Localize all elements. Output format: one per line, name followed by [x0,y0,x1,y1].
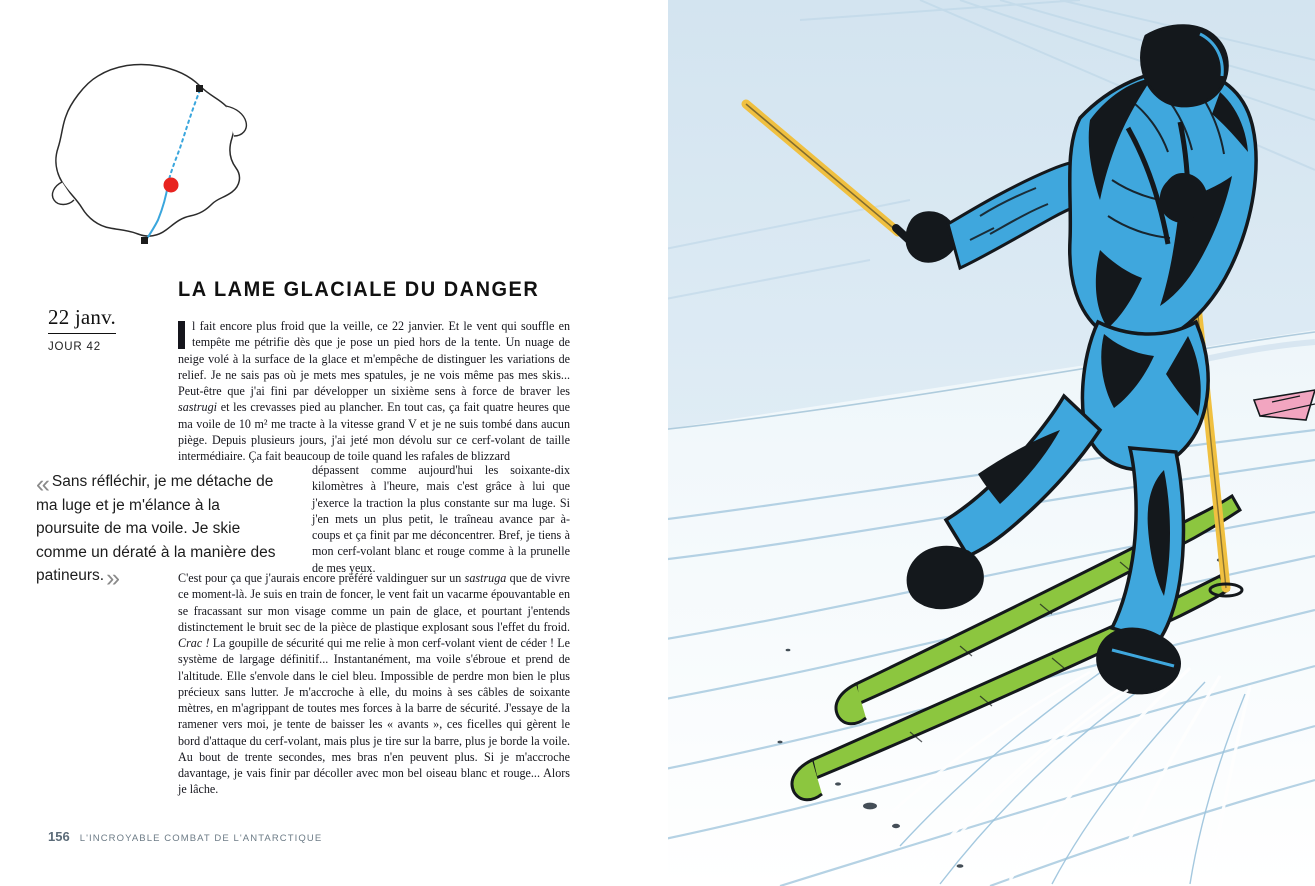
para3-end: La goupille de sécurité qui me relie à mon cerf-volant vient de céder ! Le système de largage définitif... Instantanément, ma voile s'ébroue et prend de l'altitude. Elle s'envole dans le ciel bleu. Impossible de perdre mon bien le plus précieux sans lutter. Je m'accroche à elle, du moins à ses câbles de soixante mètres, en m'agrippant de toutes mes forces à la barre de sécurité. J'essaye de la ramener vers moi, je tente de baisser les « avants », ces ficelles qui gèrent le bord d'attaque du cerf-volant, mais plus je tire sur la barre, plus je borde la voile. Au bout de trente secondes, mes bras n'en peuvent plus. Si je m'accroche davantage, je vais finir par décoller avec mon bel oiseau blanc et rouge... Alors je lâche. [178,636,570,797]
para1-italic-term: sastrugi [178,400,217,415]
skier-kite-antarctica-illustration [660,0,1315,886]
para2-text: dépassent comme aujourd'hui les soixante-dix kilomètres à l'heure, mais c'est grâce à lui que j'exerce la traction la plus constante sur ma luge. Si j'en mets un plus petit, le traîneau avance par à-coups et ça finit par me déconcentrer. Bref, je tiens à mon cerf-volant blanc et rouge comme à la prunelle de mes yeux. [312,463,570,575]
page-title: LA LAME GLACIALE DU DANGER [178,278,540,301]
body-paragraph-2 [312,462,570,576]
quote-close-mark: » [106,564,120,593]
entry-date: 22 janv. [48,305,116,334]
map-current-position-marker [164,178,179,193]
para3-italic-term-1: sastruga [464,571,507,585]
para3-start: C'est pour ça que j'aurais encore préféré valdinguer sur un [178,571,465,585]
antarctica-route-map [40,48,260,258]
body-paragraph-3 [178,570,570,798]
pull-quote-text: Sans réfléchir, je me détache de ma luge et je m'élance à la poursuite de ma voile. Je skie comme un dératé à la manière des patineurs. [36,473,276,585]
quote-open-mark: « [36,470,50,498]
page-number: 156 [48,829,70,844]
running-title: L'INCROYABLE COMBAT DE L'ANTARCTIQUE [79,833,323,844]
dropcap-rule [178,321,185,349]
map-outline [52,64,246,236]
para1-continued: et les crevasses pied au plancher. En tout cas, ça fait quatre heures que ma voile de 10 m² me tracte à la vitesse grand V et je ne suis tombé dans aucun piège. Depuis plusieurs jours, j'ai jeté mon dévolu sur ce cerf-volant de taille intermédiaire. Ça fait beaucoup de toile quand les rafales de blizzard [178,400,570,464]
map-start-marker [196,85,203,92]
body-paragraph-1 [178,318,570,464]
para1-text: l fait encore plus froid que la veille, ce 22 janvier. Et le vent qui souffle en tempête me pétrifie dès que je pose un pied hors de la tente. Un nuage de neige volé à la surface de la glace et m'empêche de distinguer les variations de relief. Je ne sais pas où je mets mes spatules, je ne vois même pas mes skis... Peut-être que j'ai fini par développer un sixième sens à force de braver les [178,319,570,399]
entry-day-label: JOUR 42 [48,341,101,353]
map-end-marker [141,237,148,244]
page-footer [48,829,322,844]
para3-middle: que de vivre ce moment-là. Je suis en train de foncer, le vent fait un vacarme épouvantable en se fracassant sur mon visage comme un pain de glace, et pourtant j'entends distinctement le bruit sec de la pièce de plastique explosant sous l'effet du froid. [178,571,570,634]
date-block [48,305,158,353]
para3-italic-term-2: Crac ! [178,636,210,651]
